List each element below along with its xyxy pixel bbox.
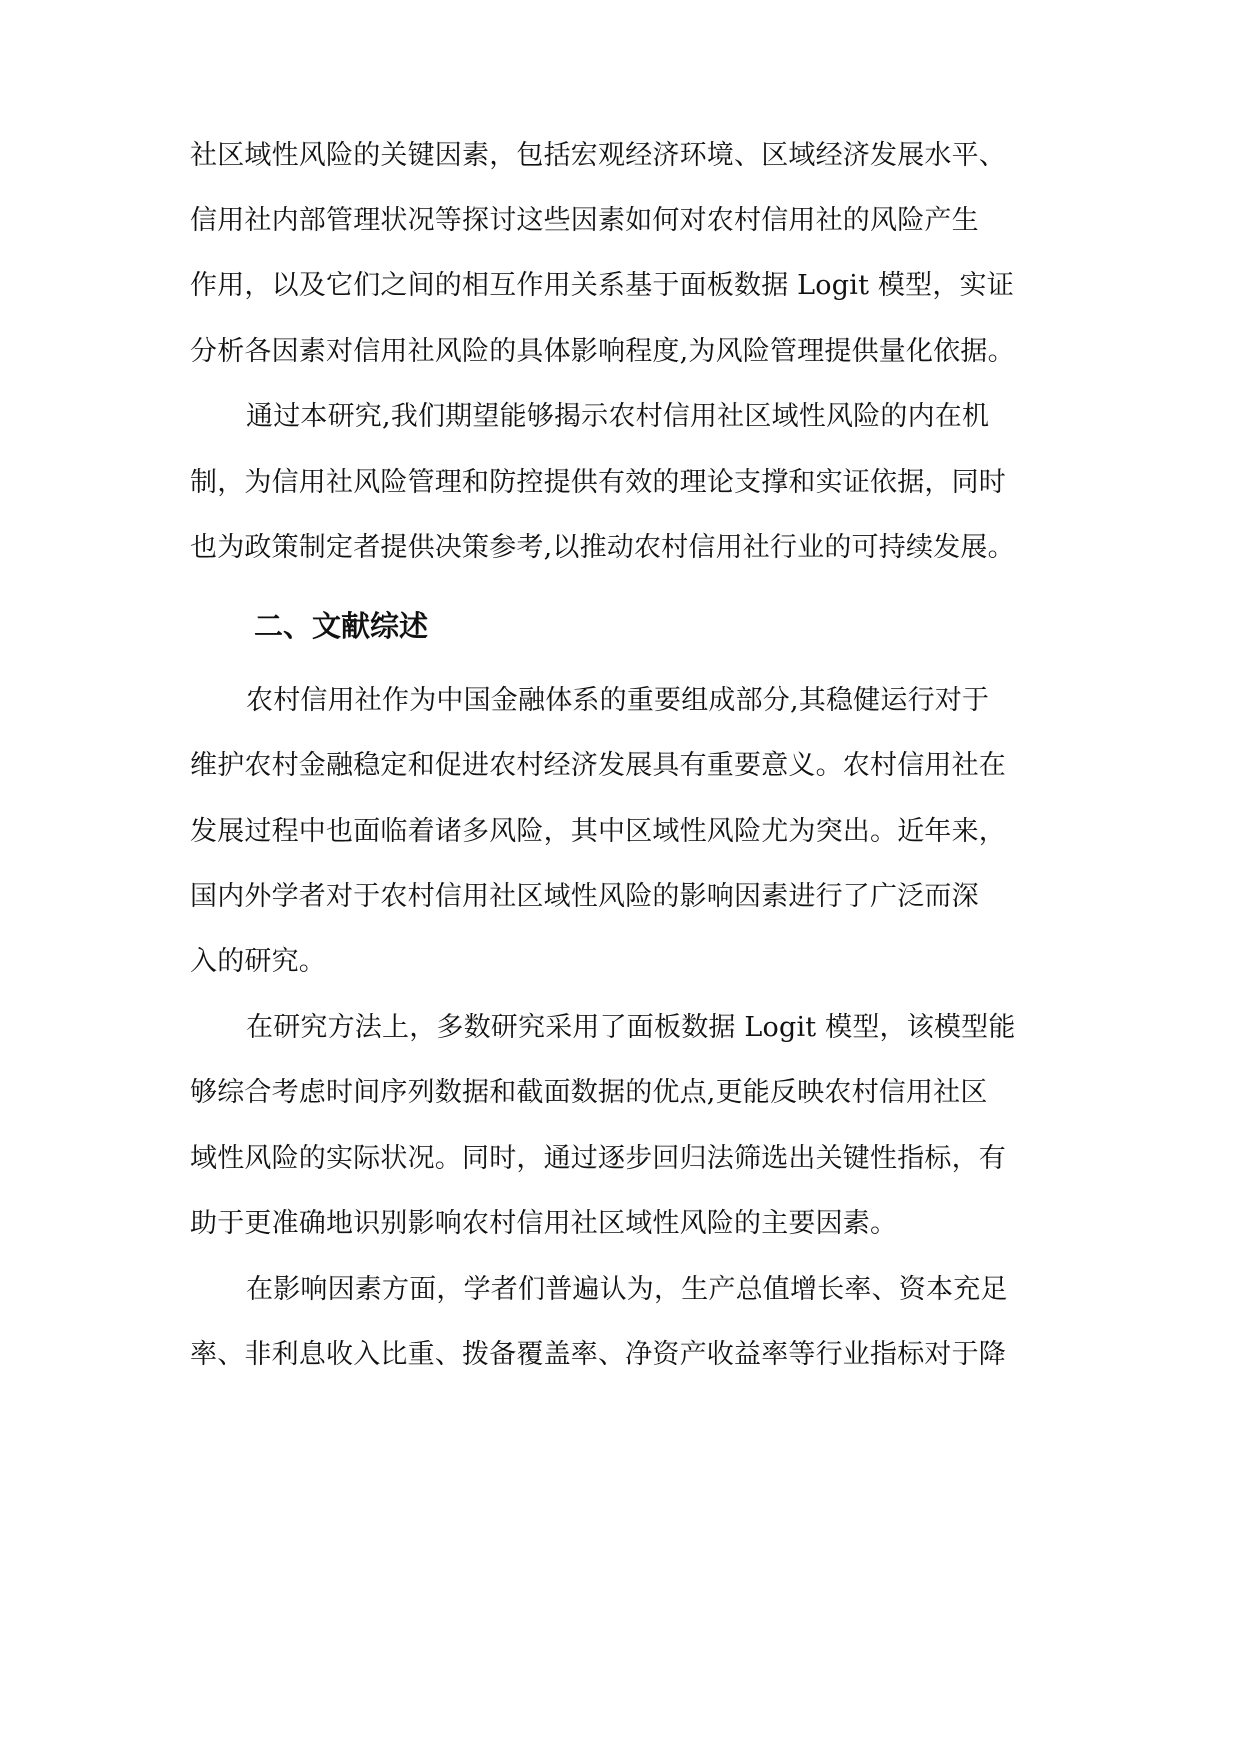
text-line: 通过本研究,我们期望能够揭示农村信用社区域性风险的内在机 [246, 401, 990, 432]
section-heading: 二、文献综述 [254, 609, 429, 643]
text-line: 农村信用社作为中国金融体系的重要组成部分,其稳健运行对于 [246, 685, 990, 716]
text-line: 助于更准确地识别影响农村信用社区域性风险的主要因素。 [190, 1208, 898, 1239]
text-line: 在影响因素方面，学者们普遍认为，生产总值增长率、资本充足 [246, 1274, 1008, 1305]
text-line: 制，为信用社风险管理和防控提供有效的理论支撑和实证依据，同时 [190, 467, 1006, 498]
text-line: 在研究方法上，多数研究采用了面板数据 Logit 模型，该模型能 [246, 1012, 1016, 1043]
text-line: 国内外学者对于农村信用社区域性风险的影响因素进行了广泛而深 [190, 881, 979, 912]
text-line: 分析各因素对信用社风险的具体影响程度,为风险管理提供量化依据。 [190, 336, 1015, 367]
text-line: 维护农村金融稳定和促进农村经济发展具有重要意义。农村信用社在 [190, 750, 1006, 781]
text-line: 够综合考虑时间序列数据和截面数据的优点,更能反映农村信用社区 [190, 1077, 988, 1108]
text-line: 入的研究。 [190, 946, 326, 977]
text-line: 率、非利息收入比重、拨备覆盖率、净资产收益率等行业指标对于降 [190, 1339, 1006, 1370]
text-line: 发展过程中也面临着诸多风险，其中区域性风险尤为突出。近年来， [190, 816, 1006, 847]
text-line: 信用社内部管理状况等探讨这些因素如何对农村信用社的风险产生 [190, 205, 979, 236]
text-line: 域性风险的实际状况。同时，通过逐步回归法筛选出关键性指标，有 [190, 1143, 1006, 1174]
text-line: 社区域性风险的关键因素，包括宏观经济环境、区域经济发展水平、 [190, 140, 1006, 171]
text-line: 作用，以及它们之间的相互作用关系基于面板数据 Logit 模型，实证 [190, 270, 1014, 301]
text-line: 也为政策制定者提供决策参考,以推动农村信用社行业的可持续发展。 [190, 532, 1015, 563]
